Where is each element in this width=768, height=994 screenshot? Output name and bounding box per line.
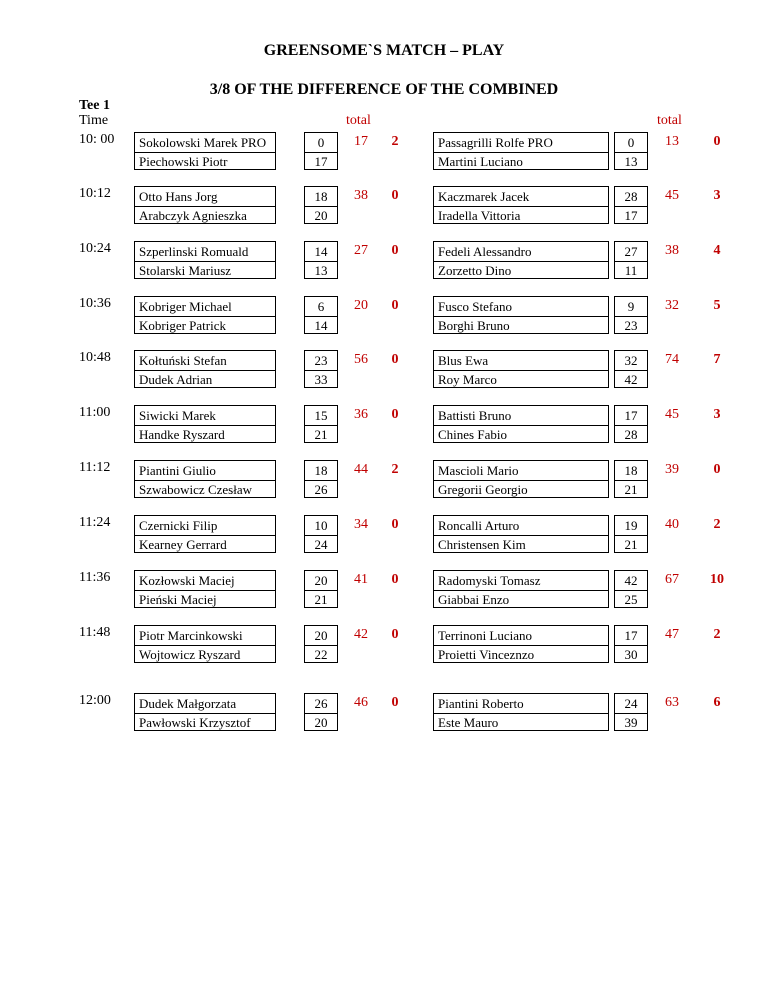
handicaps xyxy=(304,405,338,443)
combined-total: 45 xyxy=(665,188,679,203)
player-name: Otto Hans Jorg xyxy=(135,187,275,207)
player-name: Giabbai Enzo xyxy=(438,592,510,607)
handicap-value: 33 xyxy=(314,372,328,387)
handicaps xyxy=(614,405,648,443)
combined-total: 17 xyxy=(354,134,368,149)
pair-names xyxy=(134,296,276,334)
player-name: Este Mauro xyxy=(438,715,499,730)
tee-time-row xyxy=(0,460,768,498)
strokes-given: 0 xyxy=(713,134,721,149)
handicaps xyxy=(614,693,648,731)
handicap-value: 32 xyxy=(615,351,647,371)
combined-total: 47 xyxy=(665,627,679,642)
pair-names xyxy=(433,186,609,224)
combined-total: 38 xyxy=(665,243,679,258)
handicaps xyxy=(614,132,648,170)
combined-total: 63 xyxy=(665,695,679,710)
player-name: Mascioli Mario xyxy=(434,461,608,481)
handicaps xyxy=(614,460,648,498)
handicap-value: 17 xyxy=(314,154,328,169)
player-name: Blus Ewa xyxy=(434,351,608,371)
player-name: Kobriger Patrick xyxy=(139,318,227,333)
player-name: Dudek Adrian xyxy=(139,372,213,387)
combined-total: 44 xyxy=(354,462,368,477)
tee-time-row xyxy=(0,350,768,388)
strokes-given: 3 xyxy=(713,188,721,203)
strokes-given: 7 xyxy=(713,352,721,367)
handicap-value: 13 xyxy=(624,154,638,169)
player-name: Proietti Vinceznzo xyxy=(438,647,535,662)
tee-time-row xyxy=(0,241,768,279)
player-name: Kaczmarek Jacek xyxy=(434,187,608,207)
combined-total: 36 xyxy=(354,407,368,422)
tee-time: 10:12 xyxy=(79,186,111,201)
combined-total: 13 xyxy=(665,134,679,149)
tee-time-row xyxy=(0,625,768,663)
page-subtitle: 3/8 OF THE DIFFERENCE OF THE COMBINED xyxy=(209,81,559,98)
handicap-value: 30 xyxy=(624,647,638,662)
handicap-value: 9 xyxy=(615,297,647,317)
handicap-value: 21 xyxy=(624,537,638,552)
strokes-given: 6 xyxy=(713,695,721,710)
tee-time-row xyxy=(0,405,768,443)
handicap-value: 26 xyxy=(314,482,328,497)
tee-time-row xyxy=(0,186,768,224)
player-name: Fusco Stefano xyxy=(434,297,608,317)
handicap-value: 0 xyxy=(615,133,647,153)
handicap-value: 28 xyxy=(624,427,638,442)
pair-names xyxy=(433,241,609,279)
handicap-value: 17 xyxy=(615,626,647,646)
player-name: Piantini Roberto xyxy=(434,694,608,714)
handicap-value: 22 xyxy=(314,647,328,662)
handicaps xyxy=(304,570,338,608)
tee-time: 10:48 xyxy=(79,350,111,365)
pair-names xyxy=(134,693,276,731)
strokes-given: 10 xyxy=(710,572,724,587)
handicaps xyxy=(304,693,338,731)
tee-time-row xyxy=(0,296,768,334)
handicap-value: 21 xyxy=(314,592,328,607)
player-name: Szperlinski Romuald xyxy=(135,242,275,262)
player-name: Battisti Bruno xyxy=(434,406,608,426)
strokes-given: 0 xyxy=(391,407,399,422)
strokes-given: 2 xyxy=(713,627,721,642)
strokes-given: 0 xyxy=(391,188,399,203)
total-header-left: total xyxy=(346,113,371,128)
player-name: Dudek Małgorzata xyxy=(135,694,275,714)
handicap-value: 25 xyxy=(624,592,638,607)
handicap-value: 21 xyxy=(624,482,638,497)
handicaps xyxy=(614,570,648,608)
strokes-given: 2 xyxy=(391,462,399,477)
combined-total: 32 xyxy=(665,298,679,313)
strokes-given: 2 xyxy=(391,134,399,149)
player-name: Piantini Giulio xyxy=(135,461,275,481)
handicap-value: 42 xyxy=(624,372,638,387)
pair-names xyxy=(433,132,609,170)
player-name: Wojtowicz Ryszard xyxy=(139,647,241,662)
player-name: Czernicki Filip xyxy=(135,516,275,536)
tee-time: 11:12 xyxy=(79,460,111,475)
player-name: Fedeli Alessandro xyxy=(434,242,608,262)
player-name: Zorzetto Dino xyxy=(438,263,512,278)
pair-names xyxy=(134,515,276,553)
player-name: Piechowski Piotr xyxy=(139,154,228,169)
combined-total: 34 xyxy=(354,517,368,532)
handicap-value: 20 xyxy=(305,571,337,591)
strokes-given: 0 xyxy=(391,517,399,532)
combined-total: 27 xyxy=(354,243,368,258)
pair-names xyxy=(433,693,609,731)
pair-names xyxy=(134,186,276,224)
combined-total: 40 xyxy=(665,517,679,532)
player-name: Handke Ryszard xyxy=(139,427,225,442)
player-name: Kobriger Michael xyxy=(135,297,275,317)
strokes-given: 0 xyxy=(391,627,399,642)
handicaps xyxy=(304,241,338,279)
combined-total: 41 xyxy=(354,572,368,587)
strokes-given: 0 xyxy=(391,572,399,587)
handicap-value: 20 xyxy=(314,208,328,223)
tee-time-row xyxy=(0,515,768,553)
player-name: Roncalli Arturo xyxy=(434,516,608,536)
player-name: Christensen Kim xyxy=(438,537,526,552)
strokes-given: 3 xyxy=(713,407,721,422)
handicaps xyxy=(614,515,648,553)
handicaps xyxy=(304,460,338,498)
pair-names xyxy=(433,625,609,663)
tee-time: 10: 00 xyxy=(79,132,115,147)
player-name: Kołtuński Stefan xyxy=(135,351,275,371)
pair-names xyxy=(134,405,276,443)
pair-names xyxy=(433,460,609,498)
handicaps xyxy=(614,350,648,388)
player-name: Pawłowski Krzysztof xyxy=(139,715,251,730)
pair-names xyxy=(433,405,609,443)
handicap-value: 17 xyxy=(615,406,647,426)
player-name: Siwicki Marek xyxy=(135,406,275,426)
tee-time: 11:48 xyxy=(79,625,111,640)
handicap-value: 10 xyxy=(305,516,337,536)
tee-time-row xyxy=(0,570,768,608)
pair-names xyxy=(134,241,276,279)
handicap-value: 18 xyxy=(305,461,337,481)
combined-total: 39 xyxy=(665,462,679,477)
strokes-given: 0 xyxy=(391,243,399,258)
player-name: Roy Marco xyxy=(438,372,497,387)
strokes-given: 5 xyxy=(713,298,721,313)
tee-time: 10:36 xyxy=(79,296,111,311)
player-name: Stolarski Mariusz xyxy=(139,263,232,278)
combined-total: 46 xyxy=(354,695,368,710)
handicap-value: 14 xyxy=(305,242,337,262)
player-name: Szwabowicz Czesław xyxy=(139,482,252,497)
tee-time-row xyxy=(0,132,768,170)
handicaps xyxy=(304,186,338,224)
handicaps xyxy=(304,296,338,334)
tee-time: 11:24 xyxy=(79,515,111,530)
strokes-given: 0 xyxy=(391,352,399,367)
player-name: Sokolowski Marek PRO xyxy=(135,133,275,153)
player-name: Kearney Gerrard xyxy=(139,537,227,552)
handicap-value: 18 xyxy=(615,461,647,481)
combined-total: 20 xyxy=(354,298,368,313)
handicap-value: 0 xyxy=(305,133,337,153)
pair-names xyxy=(433,515,609,553)
tee-time: 10:24 xyxy=(79,241,111,256)
handicaps xyxy=(614,625,648,663)
combined-total: 42 xyxy=(354,627,368,642)
player-name: Pieński Maciej xyxy=(139,592,217,607)
player-name: Chines Fabio xyxy=(438,427,507,442)
page-title: GREENSOME`S MATCH – PLAY xyxy=(263,42,505,59)
handicap-value: 26 xyxy=(305,694,337,714)
player-name: Martini Luciano xyxy=(438,154,523,169)
total-header-right: total xyxy=(657,113,682,128)
handicap-value: 42 xyxy=(615,571,647,591)
handicaps xyxy=(304,625,338,663)
tee-label: Tee 1 xyxy=(79,98,110,113)
player-name: Borghi Bruno xyxy=(438,318,510,333)
handicaps xyxy=(304,350,338,388)
handicap-value: 15 xyxy=(305,406,337,426)
handicap-value: 39 xyxy=(624,715,638,730)
player-name: Passagrilli Rolfe PRO xyxy=(434,133,608,153)
combined-total: 45 xyxy=(665,407,679,422)
player-name: Arabczyk Agnieszka xyxy=(139,208,247,223)
handicaps xyxy=(304,132,338,170)
combined-total: 56 xyxy=(354,352,368,367)
handicap-value: 27 xyxy=(615,242,647,262)
handicap-value: 19 xyxy=(615,516,647,536)
combined-total: 38 xyxy=(354,188,368,203)
handicaps xyxy=(614,296,648,334)
player-name: Gregorii Georgio xyxy=(438,482,528,497)
handicap-value: 18 xyxy=(305,187,337,207)
handicap-value: 6 xyxy=(305,297,337,317)
strokes-given: 0 xyxy=(391,298,399,313)
tee-time: 11:00 xyxy=(79,405,111,420)
handicaps xyxy=(614,186,648,224)
handicap-value: 21 xyxy=(314,427,328,442)
handicap-value: 20 xyxy=(305,626,337,646)
pair-names xyxy=(134,460,276,498)
time-header: Time xyxy=(79,113,109,128)
tee-time: 12:00 xyxy=(79,693,111,708)
handicap-value: 28 xyxy=(615,187,647,207)
player-name: Iradella Vittoria xyxy=(438,208,521,223)
strokes-given: 0 xyxy=(713,462,721,477)
pair-names xyxy=(433,350,609,388)
strokes-given: 4 xyxy=(713,243,721,258)
strokes-given: 2 xyxy=(713,517,721,532)
handicap-value: 24 xyxy=(615,694,647,714)
handicap-value: 11 xyxy=(624,263,638,278)
handicap-value: 20 xyxy=(314,715,328,730)
player-name: Terrinoni Luciano xyxy=(434,626,608,646)
pair-names xyxy=(134,350,276,388)
strokes-given: 0 xyxy=(391,695,399,710)
handicap-value: 13 xyxy=(314,263,328,278)
pair-names xyxy=(134,625,276,663)
player-name: Radomyski Tomasz xyxy=(434,571,608,591)
player-name: Kozłowski Maciej xyxy=(135,571,275,591)
pair-names xyxy=(134,132,276,170)
tee-time-row xyxy=(0,693,768,731)
handicap-value: 14 xyxy=(314,318,328,333)
handicaps xyxy=(304,515,338,553)
handicap-value: 24 xyxy=(314,537,328,552)
handicap-value: 17 xyxy=(624,208,638,223)
tee-time: 11:36 xyxy=(79,570,111,585)
pair-names xyxy=(433,570,609,608)
handicap-value: 23 xyxy=(305,351,337,371)
combined-total: 67 xyxy=(665,572,679,587)
pair-names xyxy=(433,296,609,334)
handicaps xyxy=(614,241,648,279)
handicap-value: 23 xyxy=(624,318,638,333)
combined-total: 74 xyxy=(665,352,679,367)
player-name: Piotr Marcinkowski xyxy=(135,626,275,646)
pair-names xyxy=(134,570,276,608)
